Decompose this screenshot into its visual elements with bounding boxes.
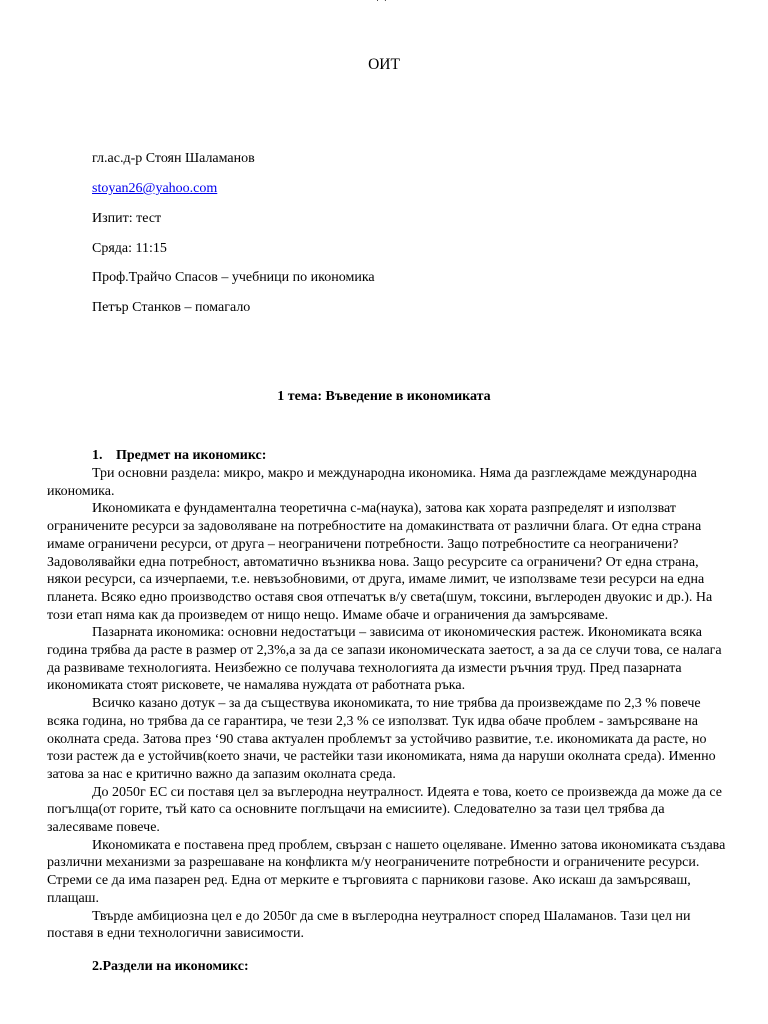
email-link[interactable]: stoyan26@yahoo.com bbox=[92, 181, 218, 196]
paragraph: До 2050г ЕС си поставя цел за въглеродна неутралност. Идеята е това, което се произвежда да може да се погълща(от горите, тъй като са основните поглъщачи на емисиите). Следователно за тази цел трябва да залесяваме повече. bbox=[47, 784, 722, 836]
paragraph: Икономиката е поставена пред проблем, свързан с нашето оцеляване. Именно затова икономиката създава различни механизми за разрешаване на конфликта м/у неограничените потребности и ограничените ресурси. Стреми се да има пазарен ред. Една от мерките е търговията с парникови газове. Ако искаш да замърсяваш, плащаш. bbox=[47, 837, 726, 906]
paragraph: Твърде амбициозна цел е до 2050г да сме в въглеродна неутралност според Шаламанов. Тази цел ни поставя в едни технологични зависимости. bbox=[47, 908, 691, 942]
schedule-info: Сряда: 11:15 bbox=[92, 241, 167, 256]
paragraph: Икономиката е фундаментална теоретична с-ма(наука), затова как хората разпределят и използват ограничените ресурси за задоволяване на потребностите на домакинствата от различни блага. От една страна имаме ограничени ресурси, от друга – неограничени потребности. Защо потребностите са неограничени? Задоволявайки една потребност, автоматично възниква нова. Защо ресурсите са ограничени? От една страна, някои ресурси, са изчерпаеми, т.е. невъзобновими, от друга, имаме лимит, че използваме тези ресурси на една планета. Всяко едно производство оставя своя отпечатък в/у света(шум, токсини, въглероден двуокис и др.). На този етап няма как да произведем от нищо нещо. Имаме обаче и ограничения да замърсяваме. bbox=[47, 501, 713, 623]
paragraph: Пазарната икономика: основни недостатъци – зависима от икономическия растеж. Икономиката всяка година трябва да расте в размер от 2,3%,а за да се запази икономическата заетост, а за да се случи това, се налага да развиваме технологията. Неизбежно се получава технологията да измести ръчния труд. Пред пазарната икономиката стоят рисковете, че намалява нуждата от работната ръка. bbox=[47, 625, 722, 694]
lecturer-name: гл.ас.д-р Стоян Шаламанов bbox=[92, 151, 255, 166]
section-heading bbox=[92, 448, 266, 464]
page-top-mark bbox=[376, 0, 390, 1]
section-number: 1. bbox=[92, 448, 103, 463]
exam-info: Изпит: тест bbox=[92, 211, 162, 226]
body-text bbox=[47, 465, 727, 943]
email-line bbox=[92, 181, 217, 197]
topic-heading: 1 тема: Въведение в икономиката bbox=[277, 389, 491, 404]
paragraph: Всичко казано дотук – за да съществува икономиката, то ние трябва да произвеждаме по 2,3 % повече всяка година, но трябва да се гарантира, че тези 2,3 % се използват. Тук идва обаче проблем - замърсяване на околната среда. Затова през ‘90 става актуален проблемът за устойчиво развитие, т.е. икономиката да расте, но този растеж да е устойчив(което значи, че растейки тази икономиката, няма да наруши околната среда). Именно затова за нас е критично важно да запазим околната среда. bbox=[47, 696, 716, 782]
textbook-reference: Проф.Трайчо Спасов – учебници по икономика bbox=[92, 270, 375, 285]
section-heading-2: 2.Раздели на икономикс: bbox=[92, 959, 249, 974]
workbook-reference: Петър Станков – помагало bbox=[92, 300, 251, 315]
paragraph: Три основни раздела: микро, макро и международна икономика. Няма да разглеждаме международна икономика. bbox=[47, 466, 697, 499]
document-title: ОИТ bbox=[368, 56, 400, 73]
section-title: Предмет на икономикс: bbox=[116, 448, 267, 463]
